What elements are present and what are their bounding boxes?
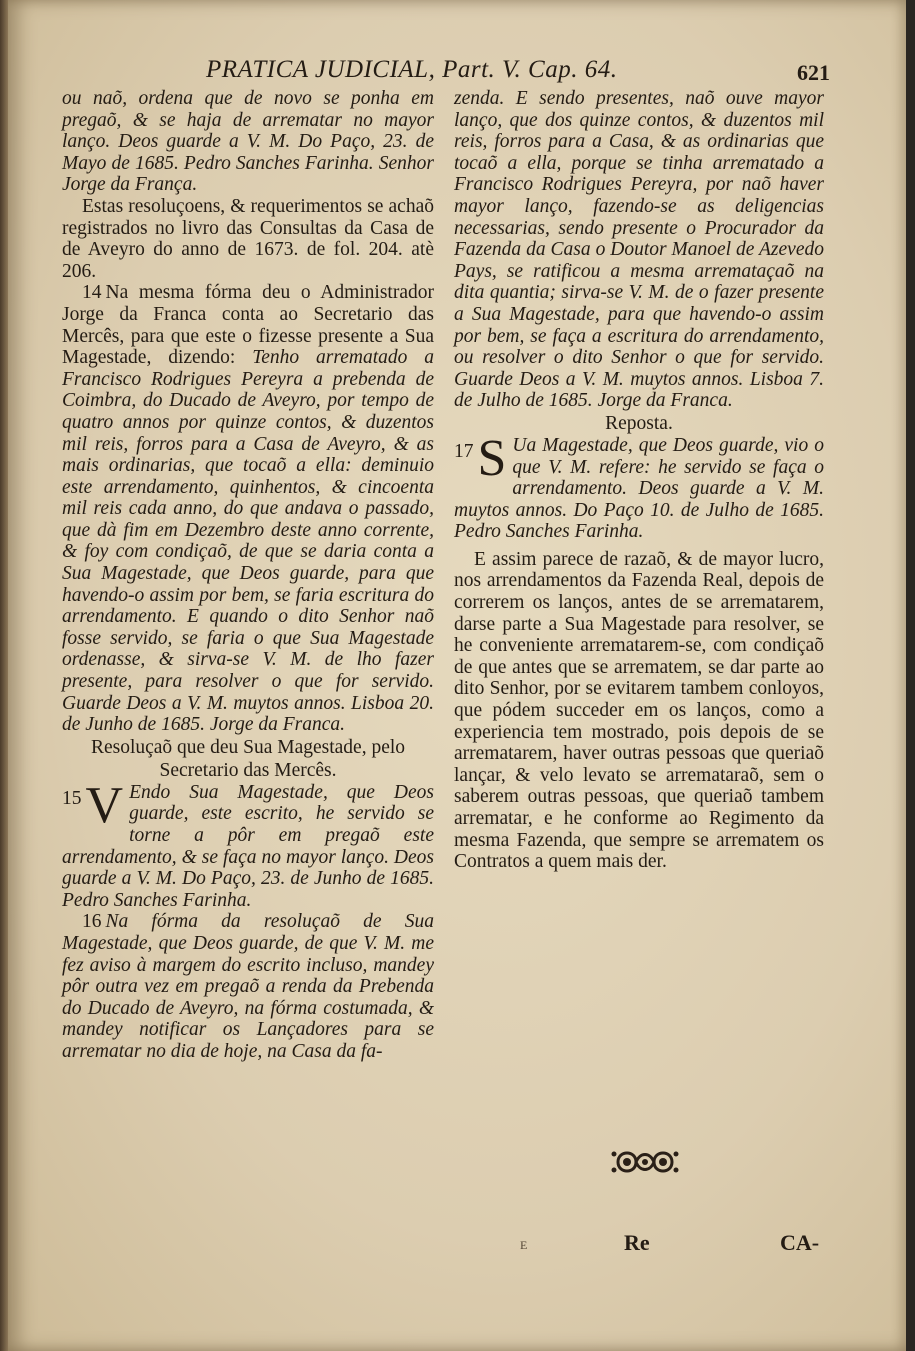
paragraph-14-intro: Na mesma fórma deu o Administrador Jorge da Franca conta ao Secretario das Mercês, para que este o fizesse presente a Sua Magestade, dizendo: [62, 282, 434, 369]
book-page [8, 0, 906, 1351]
paragraph-14 [62, 282, 434, 735]
section-heading-resolucao: Resoluçaõ que deu Sua Magestade, pelo Secretario das Mercês. [90, 736, 406, 781]
paragraph-15-text: Endo Sua Magestade, que Deos guarde, este escrito, he servido se torne a pôr em pregaõ este arrendamento, & se faça no mayor lanço. Deos guarde a V. M. Do Paço, 23. de Junho de 1685. Pedro Sanches Farinha. [62, 781, 434, 911]
signature-mark: E [520, 1238, 528, 1252]
running-head [68, 56, 828, 90]
paragraph-continuation: ou naõ, ordena que de novo se ponha em pregaõ, & se haja de arrematar no mayor lanço. Deos guarde a V. M. Do Paço, 23. de Mayo de 1685. Pedro Sanches Farinha. Senhor Jorge da França. [62, 88, 434, 196]
paragraph-number: 15 [62, 787, 82, 809]
paragraph-number: 17 [454, 440, 474, 462]
paragraph-14-letter: Tenho arrematado a Francisco Rodrigues Pereyra a prebenda de Coimbra, do Ducado de Aveyro, por tempo de quatro annos por quinze contos, & duzentos mil reis, forros para a Casa de Aveyro, & as mais ordinarias, que tocaõ a ella: deminuio este arrendamento, quinhentos, & cincoenta mil reis cada anno, do que andava o passado, que dà fim em Dezembro deste anno corrente, & foy com condiçaõ, de que se daria conta a Sua Magestade, que Deos guarde, para que havendo-o assim por bem, se faria escritura do arrendamento. E quando o dito Senhor naõ fosse servido, se faria o que Sua Magestade ordenasse, & sirva-se V. M. de lho fazer presente, para resolver o que for servido. Guarde Deos a V. M. muytos annos. Lisboa 20. de Junho de 1685. Jorge da Franca. [62, 347, 434, 736]
paragraph-continuation: zenda. E sendo presentes, naõ ouve mayor lanço, que dos quinze contos, & duzentos mil reis, forros para a Casa, & as ordinarias que tocaõ a ella, porque se tinha arrematado a Francisco Rodrigues Pereyra, por naõ haver mayor lanço, fazendo-se as deligencias necessarias, sendo presente o Procurador da Fazenda da Casa o Doutor Manoel de Azevedo Pays, se ratificou a mesma arremataçaõ na dita quantia; sirva-se V. M. de o fazer presente a Sua Magestade, para que havendo-o assim por bem, se faça a escritura do arrendamento, ou resolver o dito Senhor o que for servido. Guarde Deos a V. M. muytos annos. Lisboa 7. de Julho de 1685. Jorge da Franca. [454, 88, 824, 412]
right-column [454, 88, 824, 873]
paragraph-commentary: E assim parece de razaõ, & de mayor lucro, nos arrendamentos da Fazenda Real, depois de correrem os lanços, antes de se arrematarem, darse parte a Sua Magestade para resolver, se he conveniente arrematarem-se, com condiçaõ de que antes que se arrematem, se dar parte ao dito Senhor, por se evitarem tambem conloyos, que pódem succeder em os lanços, como a experiencia tem mostrado, pois depois de se arrematarem, haver outras pessoas que queriaõ lançar, & velo levato se arremataraõ, sem o saberem outras pessoas, que queriaõ tambem arrematar, e he conforme ao Regimento da mesma Fazenda, que sempre se arrematem os Contratos a quem mais der. [454, 548, 824, 873]
drop-cap: V [85, 776, 124, 834]
left-column [62, 88, 434, 1063]
section-heading-reposta: Reposta. [605, 412, 673, 434]
page-number: 621 [797, 60, 830, 85]
paragraph-17 [454, 429, 824, 543]
paragraph-17-text: Ua Magestade, que Deos guarde, vio o que V. M. refere: he servido se faça o arrendamento. Deos guarde a V. M. muytos annos. Do Paço 10. de Julho de 1685. Pedro Sanches Farinha. [454, 434, 824, 543]
catchword-left: Re [624, 1230, 650, 1255]
running-title: PRATICA JUDICIAL, Part. V. Cap. 64. [206, 56, 618, 83]
drop-cap: S [477, 429, 507, 487]
catchword-right: CA- [780, 1230, 820, 1255]
paragraph-number: 16 [82, 911, 102, 933]
book-gutter [0, 0, 8, 1351]
paragraph-16-text: Na fórma da resoluçaõ de Sua Magestade, que Deos guarde, de que V. M. me fez aviso à margem do escrito incluso, mandey pôr outra vez em pregaõ a renda da Prebenda do Ducado de Aveyro, na fórma costumada, & mandey notificar os Lançadores para se arrematar no dia de hoje, na Casa da fa- [62, 911, 434, 1062]
paragraph-16 [62, 911, 434, 1062]
paragraph-number: 14 [82, 282, 102, 304]
paragraph-registry-note: Estas resoluçoens, & requerimentos se achaõ registrados no livro das Consultas da Casa de de Aveyro do anno de 1673. de fol. 204. atè 206. [62, 195, 434, 282]
printer-fleuron-icon [610, 1142, 680, 1182]
paragraph-15 [62, 776, 434, 912]
